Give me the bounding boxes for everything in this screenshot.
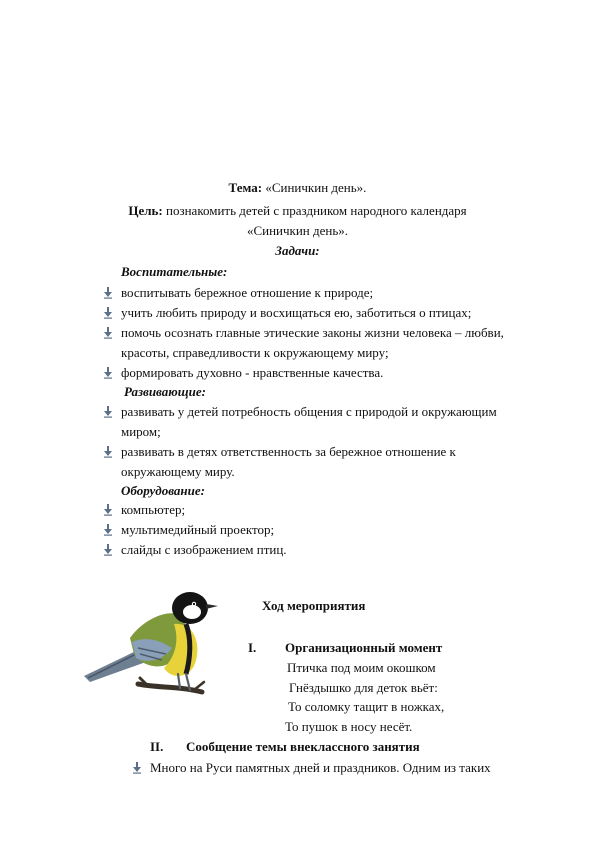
topic-line	[0, 180, 595, 196]
arrow-down-bullet-icon	[132, 762, 142, 774]
arrow-down-bullet-icon	[103, 327, 113, 339]
goal-value: познакомить детей с праздником народного календаря	[162, 203, 467, 218]
section-2-title: Сообщение темы внеклассного занятия	[186, 739, 420, 754]
poem-line-3: То соломку тащит в ножках,	[288, 699, 445, 714]
arrow-down-bullet-icon	[103, 367, 113, 379]
developmental-item-1-cont: миром;	[121, 424, 161, 439]
educational-item-3-cont: красоты, справедливости к окружающему миру;	[121, 345, 389, 360]
educational-item-3: помочь осознать главные этические законы жизни человека – любви,	[121, 325, 504, 340]
developmental-item-1: развивать у детей потребность общения с природой и окружающим	[121, 404, 497, 419]
developmental-item-2: развивать в детях ответственность за бережное отношение к	[121, 444, 456, 459]
arrow-down-bullet-icon	[103, 524, 113, 536]
section-1-title: Организационный момент	[285, 640, 443, 655]
intro-paragraph-line: Много на Руси памятных дней и праздников. Одним из таких	[150, 760, 491, 775]
educational-item-4: формировать духовно - нравственные качества.	[121, 365, 384, 380]
goal-label: Цель:	[128, 203, 163, 218]
poem-line-2: Гнёздышко для деток вьёт:	[289, 680, 438, 695]
educational-heading: Воспитательные:	[121, 264, 228, 279]
arrow-down-bullet-icon	[103, 544, 113, 556]
educational-item-1: воспитывать бережное отношение к природе;	[121, 285, 374, 300]
arrow-down-bullet-icon	[103, 406, 113, 418]
educational-item-2: учить любить природу и восхищаться ею, заботиться о птицах;	[121, 305, 472, 320]
topic-label: Тема:	[228, 180, 263, 195]
developmental-heading: Развивающие:	[124, 384, 206, 399]
goal-line-2: «Синичкин день».	[246, 223, 349, 238]
tasks-heading: Задачи:	[275, 243, 320, 258]
equipment-item-2: мультимедийный проектор;	[121, 522, 275, 537]
developmental-item-2-cont: окружающему миру.	[121, 464, 235, 479]
arrow-down-bullet-icon	[103, 446, 113, 458]
titmouse-bird-illustration	[78, 578, 224, 702]
equipment-item-1: компьютер;	[121, 502, 186, 517]
equipment-item-3: слайды с изображением птиц.	[121, 542, 287, 557]
goal-line	[0, 203, 595, 219]
poem-line-4: То пушок в носу несёт.	[285, 719, 413, 734]
topic-value: «Синичкин день».	[262, 180, 367, 195]
section-1-number: I.	[248, 640, 257, 655]
poem-line-1: Птичка под моим окошком	[287, 660, 436, 675]
arrow-down-bullet-icon	[103, 287, 113, 299]
arrow-down-bullet-icon	[103, 504, 113, 516]
section-2-number: II.	[150, 739, 164, 754]
event-title: Ход мероприятия	[262, 598, 366, 613]
arrow-down-bullet-icon	[103, 307, 113, 319]
equipment-heading: Оборудование:	[121, 483, 205, 498]
